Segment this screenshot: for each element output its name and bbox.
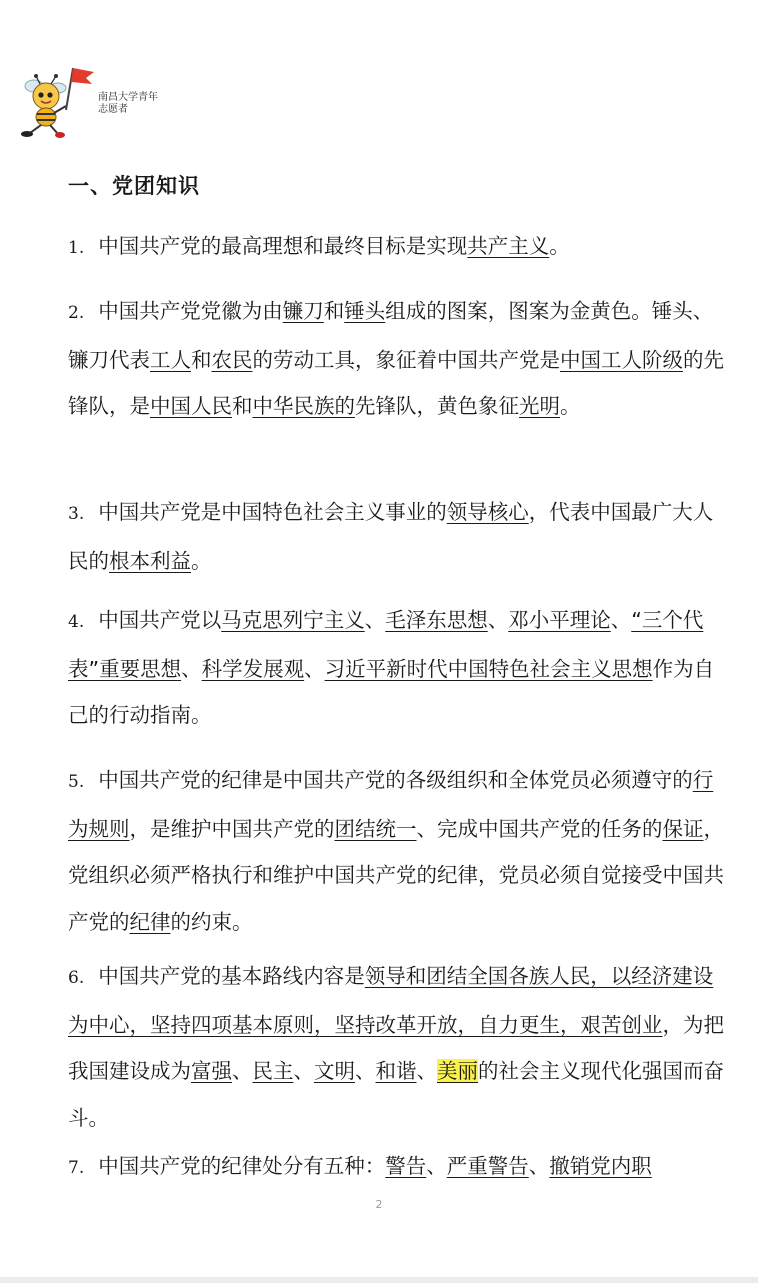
item-number: 3. — [68, 504, 85, 524]
list-item — [68, 757, 732, 945]
underlined-keyword: 农民 — [211, 347, 253, 372]
item-text: 先锋队，黄色象征 — [355, 394, 519, 418]
list-item — [68, 1143, 732, 1192]
item-text: 。 — [191, 548, 212, 573]
highlighted-keyword: 美丽 — [437, 1059, 478, 1083]
item-number: 7. — [68, 1158, 85, 1178]
item-text: 中国共产党的纪律处分有五种： — [98, 1154, 386, 1178]
item-number: 6. — [68, 968, 85, 988]
underlined-keyword: 镰刀 — [282, 299, 324, 323]
volunteer-logo — [16, 64, 96, 140]
underlined-keyword: 团结统一 — [334, 816, 417, 841]
item-text: 和 — [232, 394, 253, 418]
section-heading: 一、党团知识 — [68, 174, 200, 198]
underlined-keyword: 锤头 — [344, 299, 386, 323]
underlined-keyword: 文明 — [314, 1059, 355, 1083]
item-text: 组成的图案，图案为金黄色。锤头、镰刀代表 — [68, 299, 714, 372]
item-text: 中国共产党以 — [98, 608, 222, 632]
item-text: 的先锋队，是 — [68, 347, 724, 418]
underlined-keyword: 中国人民 — [150, 394, 232, 418]
item-text: 、 — [232, 1059, 253, 1083]
item-text: ，是维护中国共产党的 — [129, 816, 335, 841]
underlined-keyword: 工人 — [150, 347, 191, 372]
item-text: 的社会主义现代化强国而奋斗。 — [68, 1059, 724, 1130]
underlined-keyword: 保证 — [662, 816, 704, 841]
bee-mascot-with-flag-icon — [16, 64, 96, 140]
item-text: 、 — [304, 656, 325, 681]
item-text: 中国共产党的纪律是中国共产党的各级组织和全体党员必须遵守的 — [98, 768, 693, 792]
item-text: ，党组织必须严格执行和维护中国共产党的纪律，党员必须自觉接受中国共产党的 — [68, 816, 724, 934]
list-item — [68, 489, 732, 584]
underlined-keyword: 纪律 — [129, 909, 171, 934]
list-item — [68, 223, 732, 272]
underlined-keyword: 领导和团结全国各族人民，以经济建设为中心，坚持四项基本原则，坚持改革开放，自力更生，艰苦创业 — [68, 964, 714, 1037]
underlined-keyword: 富强 — [191, 1059, 232, 1083]
underlined-keyword: 马克思列宁主义 — [221, 608, 365, 632]
underlined-keyword: 邓小平理论 — [508, 608, 611, 632]
list-item — [68, 288, 732, 430]
item-text: 、 — [416, 1059, 437, 1083]
item-text: 、 — [364, 608, 386, 632]
item-text: 、 — [181, 656, 202, 681]
list-item — [68, 597, 732, 739]
underlined-keyword: 中国工人阶级 — [560, 347, 683, 372]
underlined-keyword: 光明 — [519, 394, 560, 418]
page-number: 2 — [375, 1198, 383, 1211]
item-text: 的劳动工具，象征着中国共产党是 — [252, 347, 560, 372]
item-text: 、 — [610, 608, 632, 632]
item-text: 、 — [426, 1154, 447, 1178]
item-text: 。 — [549, 234, 570, 258]
underlined-keyword: 和谐 — [375, 1059, 417, 1083]
underlined-keyword: 警告 — [385, 1154, 427, 1178]
item-text: 、 — [355, 1059, 376, 1083]
bottom-divider — [0, 1277, 758, 1283]
underlined-keyword: 严重警告 — [446, 1154, 529, 1178]
item-text: 、 — [487, 608, 509, 632]
underlined-keyword: 毛泽东思想 — [385, 608, 488, 632]
item-text: 。 — [560, 394, 581, 418]
underlined-keyword: 撤销党内职 — [549, 1154, 652, 1178]
underlined-keyword: 根本利益 — [109, 548, 191, 573]
item-text: 和 — [191, 347, 212, 372]
item-text: 、完成中国共产党的任务的 — [416, 816, 663, 841]
item-number: 1. — [68, 238, 85, 258]
org-name-line2: 志愿者 — [98, 104, 128, 115]
item-text: 和 — [323, 299, 345, 323]
item-text: ，代表中国最广大人民的 — [68, 500, 714, 573]
org-name-line1: 南昌大学青年 — [98, 92, 158, 103]
underlined-keyword: 领导核心 — [446, 500, 529, 524]
item-number: 5. — [68, 772, 85, 792]
item-text: 中国共产党是中国特色社会主义事业的 — [98, 500, 447, 524]
underlined-keyword: 中华民族的 — [252, 394, 355, 418]
underlined-keyword: 共产主义 — [467, 234, 550, 258]
item-text: 、 — [528, 1154, 550, 1178]
item-text: ，为把我国建设成为 — [68, 1012, 724, 1083]
item-text: 的约束。 — [170, 909, 253, 934]
item-text: 、 — [293, 1059, 314, 1083]
item-text: 中国共产党的基本路线内容是 — [98, 964, 365, 988]
item-number: 2. — [68, 303, 85, 323]
item-text: 中国共产党的最高理想和最终目标是实现 — [98, 234, 468, 258]
underlined-keyword: “三个代表”重要思想 — [68, 608, 704, 681]
underlined-keyword: 行为规则 — [68, 768, 714, 841]
underlined-keyword: 习近平新时代中国特色社会主义思想 — [324, 656, 653, 681]
item-text: 中国共产党党徽为由 — [98, 299, 283, 323]
item-number: 4. — [68, 612, 85, 632]
list-item — [68, 953, 732, 1141]
underlined-keyword: 民主 — [252, 1059, 294, 1083]
underlined-keyword: 科学发展观 — [201, 656, 305, 681]
item-text: 作为自己的行动指南。 — [68, 656, 715, 727]
